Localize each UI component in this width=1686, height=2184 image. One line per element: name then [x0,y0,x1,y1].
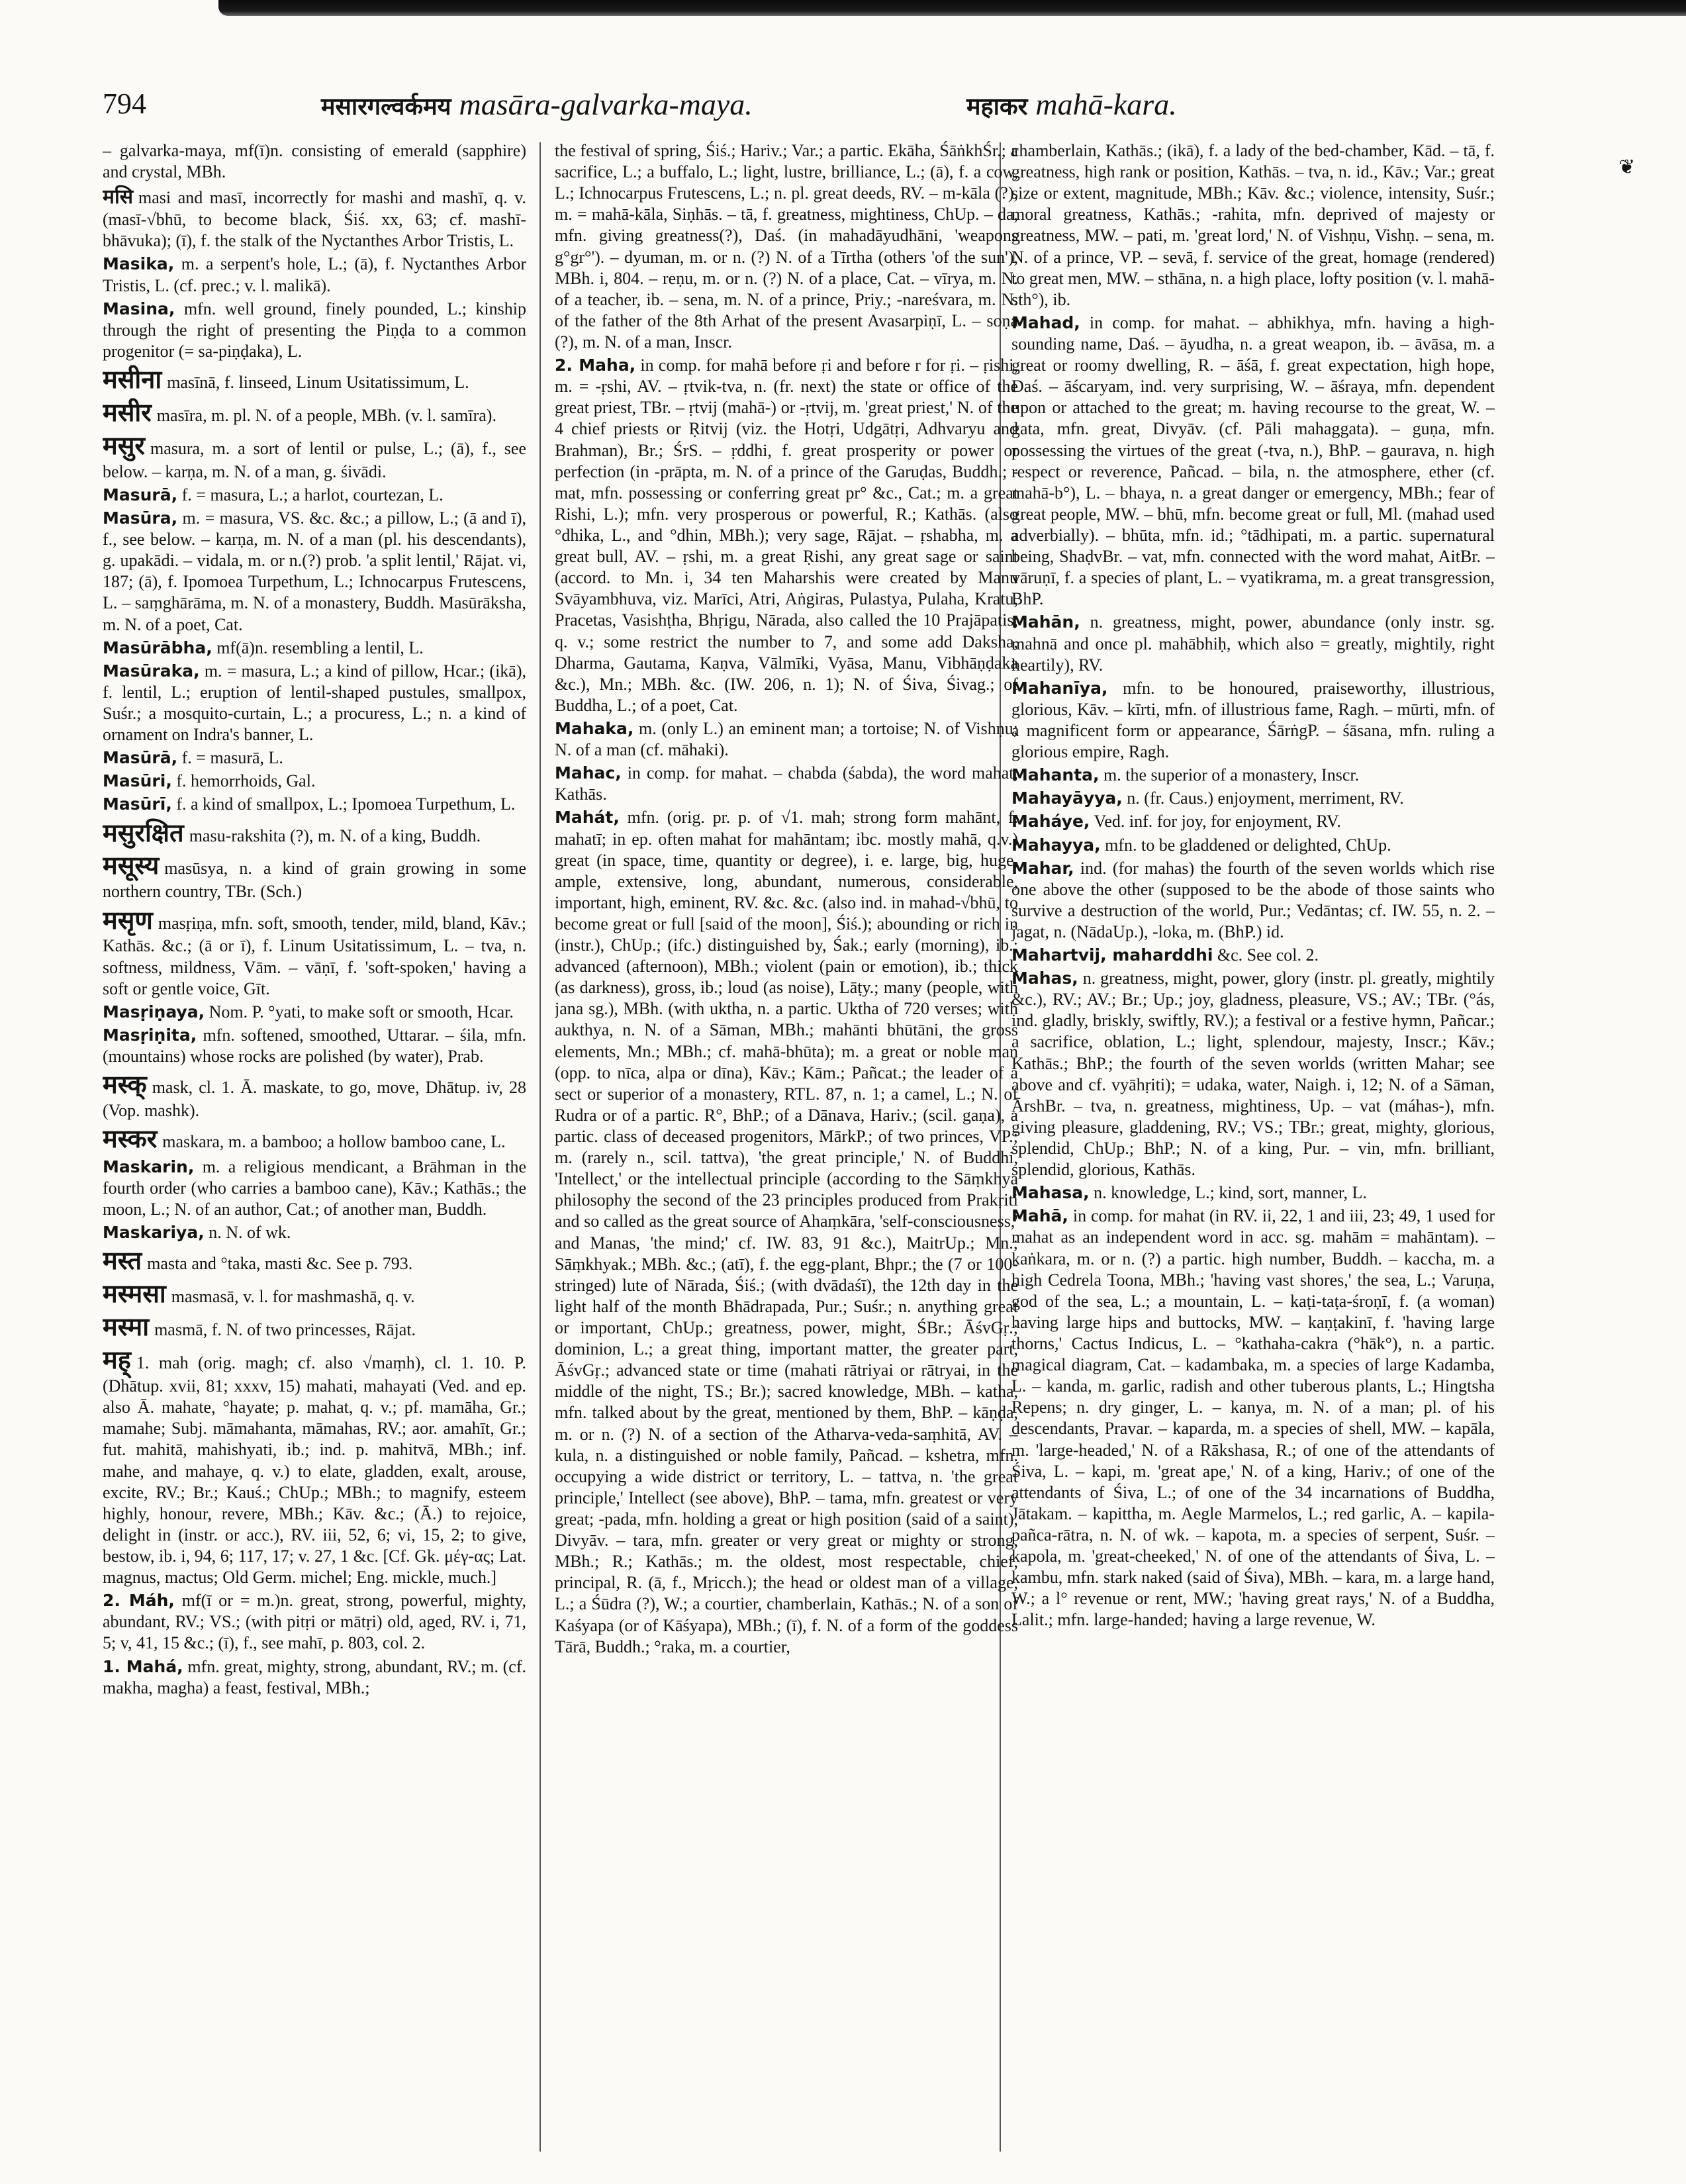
dictionary-entry [555,718,1018,761]
dictionary-entry [103,299,526,362]
right-running-head-roman: mahā-kara. [1035,87,1177,121]
dictionary-entry [1011,945,1495,966]
entry-text: masmā, f. N. of two princesses, Rājat. [154,1320,416,1340]
entry-text: mf(ī or = m.)n. great, strong, powerful, mighty, abundant, RV.; VS.; (with pitṛi or mātṛi) old, aged, RV. i, 71, 5; v, 41, 15 &c.; (ī), f., see mahī, p. 803, col. 2. [103,1591,526,1653]
entry-text: f. a kind of smallpox, L.; Ipomoea Turpethum, L. [176,794,516,814]
entry-devanagari: मस्क् [103,1070,147,1100]
dictionary-entry [555,140,1018,353]
entry-text: mfn. (orig. pr. p. of √1. mah; strong form mahānt, f. mahatī; in ep. often mahat for mahāntam; ibc. mostly mahā, q.v.) great (in space, time, quantity or degree), i. e. large, big, huge, ample, extensive, long, abundant, numerous, considerable, important, high, eminent, RV. &c. &c. (also ind. in mahad-√bhū, to become great or full [said of the moon], Śiś.); abounding or rich in (instr.), ChUp.; (ifc.) distinguished by, Śak.; early (morning), ib.; advanced (afternoon), MBh.; violent (pain or emotion), ib.; thick (as darkness), gross, ib.; loud (as noise), Lāṭy.; many (people, with jana sg.), MBh. (with uktha, n. a partic. Uktha of 720 verses; with aukthya, n. N. of a Sāman, MBh.; mahānti bhūtāni, the gross elements, Mn.; MBh.; cf. mahā-bhūta); m. a great or noble man (opp. to nīca, alpa or dīna), Kāv.; Kām.; Pañcat.; the leader of a sect or superior of a monastery, RTL. 87, n. 1; a camel, L.; N. of Rudra or of a partic. R°, BhP.; of a Dānava, Hariv.; (scil. gaṇa), a partic. class of deceased progenitors, MārkP.; of two princes, VP.; m. (rarely n., scil. tattva), 'the great principle,' N. of Buddhi, 'Intellect,' or the intellectual principle (according to the Sāṃkhya philosophy the second of the 23 principles produced from Prakṛiti and so called as the great source of Ahaṃkāra, 'self-consciousness,' and Manas, 'the mind;' cf. IW. 83, 91 &c.), MaitrUp.; Mn.; Sāṃkhyak.; MBh. &c.; (atī), f. the egg-plant, Bhpr.; the (7 or 100-stringed) lute of Nārada, Śiś.; (with dvādaśī), the 12th day in the light half of the month Bhādrapada, Pur.; Suśr.; n. anything great or important, ChUp.; greatness, power, might, ŚBr.; ĀśvGṛ.; dominion, L.; a great thing, important matter, the greater part, ĀśvGṛ.; advanced state or time (mahati rātriyai or rātryai, in the middle of the night, TS.; Br.); sacred knowledge, MBh. – katha, mfn. talked about by the great, mentioned by them, BhP. – kāṇḍa, m. or n. (?) N. of a section of the Atharva-veda-saṃhitā, AV. – kula, n. a distinguished or noble family, Pañcad. – kshetra, mfn. occupying a wide district or territory, L. – tattva, n. 'the great principle,' Intellect (see above), BhP. – tama, mfn. greatest or very great; -pada, mfn. holding a great or high position (said of a saint), Divyāv. – tara, mfn. greater or very great or mighty or strong, MBh.; R.; Kathās.; m. the oldest, most respectable, chief, principal, R. (ā, f., Mṛicch.); the head or oldest man of a village, L.; a Śūdra (?), W.; a courtier, chamberlain, Kathās.; N. of a son of Kaśyapa (or of Kāśyapa), MBh.; (ī), f. N. of a form of the goddess Tārā, Buddh.; °raka, m. a courtier, [555,808,1018,1656]
entry-headword: Mahaka, [555,718,634,738]
entry-headword: Mahac, [555,763,622,783]
entry-headword: 2. Máh, [103,1591,175,1611]
entry-devanagari: मह् [103,1345,131,1375]
entry-text: m. (only L.) an eminent man; a tortoise; N. of Vishṇu; N. of a man (cf. māhaki). [555,718,1018,760]
entry-text: mfn. well ground, finely pounded, L.; kinship through the right of presenting the Piṇḍa to a common progenitor (= sa-piṇḍaka), L. [103,299,526,361]
page-number: 794 [103,87,146,120]
dictionary-entry [103,508,526,636]
dictionary-entry [1011,1206,1495,1631]
left-running-head-roman: masāra-galvarka-maya. [459,87,753,121]
entry-text: chamberlain, Kathās.; (ikā), f. a lady of the bed-chamber, Kād. – tā, f. greatness, high rank or position, Kathās. – tva, n. id., Kāv.; Var.; great size or extent, magnitude, MBh.; Kāv. &c.; violence, intensity, Suśr.; moral greatness, Kathās.; -rahita, mfn. deprived of majesty or greatness, MW. – pati, m. 'great lord,' N. of Vishṇu, Vishṇ. – sena, m. N. of a prince, VP. – sevā, f. service of the great, homage (rendered) to great men, MW. – sthāna, n. a high place, lofty position (v. l. mahā-sth°), ib. [1011,141,1495,309]
dictionary-entry [103,794,526,815]
entry-text: f. = masurā, L. [181,748,283,768]
entry-text: mfn. to be gladdened or delighted, ChUp. [1105,835,1391,855]
entry-text: mfn. great, mighty, strong, abundant, RV.; m. (cf. makha, magha) a feast, festival, MBh.; [103,1656,526,1697]
entry-text: in comp. for mahat (in RV. ii, 22, 1 and iii, 23; 49, 1 used for mahat as an independent word in acc. sg. mahām = mahāntam). – kaṅkara, m. or n. (?) a partic. high number, Buddh. – kaccha, m. a high Cedrela Toona, MBh.; 'having vast shores,' the sea, L.; Varuṇa, god of the sea, L.; a mountain, L. – kaṭi-taṭa-śroṇī, f. (a woman) having large hips and buttocks, MW. – kaṇṭakinī, f. 'having large thorns,' Cactus Indicus, L. – °kathaha-cakra (°hāk°), n. a partic. magical diagram, Cat. – kadambaka, m. a species of large Kadamba, L. – kanda, m. garlic, radish and other tuberous plants, L.; Hingtsha Repens; n. dry ginger, L. – kanya, m. N. of a man; pl. of his descendants, Pravar. – kaparda, m. a species of shell, MW. – kapāla, m. 'large-headed,' N. of a Rākshasa, R.; of one of the attendants of Śiva, L. – kapi, m. 'great ape,' N. of a king, Hariv.; of one of the attendants of Śiva, L.; of one of the 34 incarnations of Buddha, Jātakam. – kapittha, m. Aegle Marmelos, L.; red garlic, A. – kapila-pañca-rātra, n. N. of wk. – kapota, m. a species of serpent, Suśr. – kapola, m. 'great-cheeked,' N. of one of the attendants of Śiva, L. – kambu, mfn. stark naked (said of Śiva), MBh. – kara, m. a large hand, W.; a l° revenue or rent, MW.; 'having great rays,' N. of a Buddha, Lalit.; mfn. large-handed; having a large revenue, W. [1011,1206,1495,1630]
entry-devanagari: मस्कर [103,1124,158,1154]
entry-headword: Mahasa, [1011,1183,1090,1203]
right-running-head-devanagari: महाकर [966,93,1028,120]
right-running-head [966,87,1177,122]
scan-shadow-bar [218,0,1686,16]
entry-headword: Mahát, [555,808,620,828]
dictionary-entry [103,661,526,745]
entry-text: masīnā, f. linseed, Linum Usitatissimum, L. [167,373,469,393]
dictionary-entry [555,355,1018,716]
entry-text: masi and masī, incorrectly for mashi and mashī, q. v. (masī-√bhū, to become black, Śiś. xx, 63; cf. mashī-bhāvuka); (ī), f. the stalk of the Nyctanthes Arbor Tristis, L. [103,188,526,251]
dictionary-entry [1011,835,1495,856]
dictionary-entry [1011,312,1495,610]
entry-devanagari: मसुरक्षित [103,818,184,847]
entry-text: masūsya, n. a kind of grain growing in some northern country, TBr. (Sch.) [103,859,526,902]
dictionary-entry [103,905,526,1000]
dictionary-entry [1011,678,1495,763]
dictionary-entry [103,1590,526,1654]
entry-headword: Mahān, [1011,612,1080,632]
entry-text: masta and °taka, masti &c. See p. 793. [147,1254,413,1274]
entry-devanagari: मसि [103,185,133,209]
dictionary-entry [103,771,526,792]
dictionary-entry [103,850,526,902]
entry-headword: Masūrā, [103,748,178,768]
entry-text: m. = masura, VS. &c. &c.; a pillow, L.; (ā and ī), f., see below. – karṇa, m. N. of a man (pl. his descendants), g. upakādi. – vidala, m. or n.(?) prob. 'a split lentil,' Rājat. vi, 187; (ā), f. Ipomoea Turpethum, L.; Ichnocarpus Frutescens, L. – saṃghārāma, m. N. of a monastery, Buddh. Masūrāksha, m. N. of a poet, Cat. [103,508,526,634]
entry-text: ind. (for mahas) the fourth of the seven worlds which rise one above the other (supposed to be the abode of those saints who survive a destruction of the world, Pur.; Vedāntas; cf. IW. 55, n. 2. – jagat, n. (NādaUp.), -loka, m. (BhP.) id. [1011,858,1495,941]
entry-text: masura, m. a sort of lentil or pulse, L.; (ā), f., see below. – karṇa, m. N. of a man, g. śivādi. [103,438,526,481]
entry-headword: Masūri, [103,771,172,791]
dictionary-entry [1011,788,1495,809]
dictionary-entry [103,1002,526,1023]
dictionary-entry [103,140,526,183]
dictionary-entry [103,1025,526,1067]
entry-devanagari: मसीर [103,397,152,427]
entry-text: in comp. for mahat. – abhikhya, mfn. having a high-sounding name, Daś. – āyudha, n. a great weapon, ib. – āvāsa, m. a great or roomy dwelling, R. – āśā, f. great expectation, high hope, Daś. – āścaryam, ind. very surprising, W. – āśraya, mfn. dependent upon or attached to the great; m. having recourse to the great, W. – gata, mfn. great, Divyāv. (cf. Pāli mahaggata). – guṇa, mfn. possessing the virtues of the great (-tva, n.), BhP. – gaurava, n. high respect or reverence, Pañcad. – bila, n. the atmosphere, ether (cf. mahā-b°), L. – bhaya, n. a great danger or emergency, MBh.; fear of great people, MW. – bhū, mfn. become great or full, Ml. (mahad used adverbially). – bhūta, mfn. id.; °tādhipati, m. a partic. supernatural being, ShaḍvBr. – vat, mfn. connected with the word mahat, AitBr. – vāruṇī, f. a species of plant, L. – vyatikrama, m. a great transgression, BhP. [1011,312,1495,609]
dictionary-entry [103,364,526,395]
entry-headword: 1. Mahá, [103,1656,183,1676]
entry-headword: Mahanīya, [1011,678,1108,698]
page-header [103,83,1592,142]
dictionary-entry [1011,765,1495,786]
entry-text: n. N. of wk. [209,1223,291,1243]
dictionary-column-1 [103,140,526,2153]
entry-headword: Masina, [103,299,175,318]
dictionary-column-3 [1011,140,1495,2153]
dictionary-entry [103,1069,526,1121]
entry-headword: Maskarin, [103,1157,195,1177]
entry-text: f. = masura, L.; a harlot, courtezan, L. [181,485,444,504]
entry-devanagari: मसुर [103,430,145,460]
entry-text: &c. See col. 2. [1217,945,1319,965]
entry-text: – galvarka-maya, mf(ī)n. consisting of emerald (sapphire) and crystal, MBh. [103,141,526,182]
entry-headword: Mahartvij, maharddhi [1011,945,1213,965]
entry-devanagari: मसृण [103,905,153,935]
entry-headword: Mahayya, [1011,835,1101,855]
dictionary-entry [103,185,526,252]
entry-headword: Maskariya, [103,1223,205,1243]
entry-text: n. (fr. Caus.) enjoyment, merriment, RV. [1127,788,1404,808]
margin-mark: ❦ [1618,156,1636,178]
entry-text: n. greatness, might, power, abundance (only instr. sg. mahnā and once pl. mahābhiḥ, which also = greatly, mightily, right heartily), RV. [1011,612,1495,675]
entry-headword: Mahayāyya, [1011,788,1123,808]
entry-devanagari: मसीना [103,365,162,395]
dictionary-entry [103,1278,526,1309]
entry-text: mf(ā)n. resembling a lentil, L. [216,638,424,657]
column-divider [539,142,541,2152]
entry-headword: Masūraka, [103,661,200,681]
entry-text: mfn. to be honoured, praiseworthy, illustrious, glorious, Kāv. – kīrti, mfn. of illustrious fame, Ragh. – mūrti, mfn. of a magnificent form or appearance, ŚārṅgP. – śāsana, mfn. ruling a glorious empire, Ragh. [1011,678,1495,762]
entry-headword: Mahad, [1011,312,1080,332]
entry-text: in comp. for mahā before ṛi and before r for ṛi. – ṛishi, m. = -ṛshi, AV. – ṛtvik-tva, n. (fr. next) the state or office of the great priest, TBr. – ṛtvij (mahā-) or -ṛtvij, m. 'great priest,' N. of the 4 chief priests or Ṛitvij (viz. the Hotṛi, Udgātṛi, Adhvaryu and Brahman), Br.; ŚrS. – ṛddhi, f. great prosperity or power or perfection (in -prāpta, m. N. of a prince of the Garuḍas, Buddh.; -mat, mfn. possessing or conferring great pr° &c., Cat.; m. a great Rishi, L.); mfn. very prosperous or powerful, R.; Kathās. (also °dhika, L., and °dhin, MBh.); very sage, Rājat. – ṛshabha, m. a great bull, AV. – ṛshi, m. a great Ṛishi, any great sage or saint (accord. to Mn. i, 34 ten Maharshis were created by Manu Svāyambhuva, viz. Marīci, Atri, Aṅgiras, Pulastya, Pulaha, Kratu, Pracetas, Vasishṭha, Bhṛigu, Nārada, also called the 10 Prajāpatis, q. v.; some restrict the number to 7, and some add Daksha, Dharma, Gautama, Kaṇva, Vālmīki, Vyāsa, Manu, Vibhāṇḍaka &c.), Mn.; MBh. &c. (IW. 206, n. 1); N. of Śiva, Śivag.; of Buddha, L.; of a poet, Cat. [555,356,1018,715]
dictionary-entry [1011,858,1495,943]
entry-text: m. a religious mendicant, a Brāhman in the fourth order (who carries a bamboo cane), Kāv.; Kathās.; the moon, L.; N. of an author, Cat.; of another man, Buddh. [103,1157,526,1219]
entry-text: masu-rakshita (?), m. N. of a king, Buddh. [189,826,481,845]
entry-headword: Masṛiṇita, [103,1025,197,1045]
entry-headword: Mahanta, [1011,765,1100,785]
entry-headword: Masūra, [103,508,178,528]
dictionary-column-2 [555,140,1018,2153]
entry-headword: Mahā, [1011,1206,1068,1226]
dictionary-entry [1011,968,1495,1180]
dictionary-entry [555,807,1018,1657]
entry-text: maskara, m. a bamboo; a hollow bamboo cane, L. [162,1132,506,1152]
dictionary-entry [103,1123,526,1155]
entry-headword: Masūrābha, [103,638,212,657]
entry-text: masīra, m. pl. N. of a people, MBh. (v. l. samīra). [156,405,496,425]
entry-text: f. hemorrhoids, Gal. [176,771,316,791]
entry-text: Ved. inf. for joy, for enjoyment, RV. [1094,812,1341,831]
entry-headword: Masika, [103,254,175,274]
dictionary-entry [103,397,526,428]
entry-text: n. knowledge, L.; kind, sort, manner, L. [1094,1183,1367,1203]
dictionary-entry [103,818,526,849]
entry-text: in comp. for mahat. – chabda (śabda), the word mahat, Kathās. [555,763,1018,804]
entry-text: mask, cl. 1. Ā. maskate, to go, move, Dhātup. iv, 28 (Vop. mashk). [103,1078,526,1120]
entry-devanagari: मस्मसा [103,1279,166,1309]
dictionary-entry [103,1245,526,1276]
entry-headword: 2. Maha, [555,356,636,375]
dictionary-entry [1011,612,1495,675]
entry-text: m. the superior of a monastery, Inscr. [1103,765,1360,785]
entry-headword: Masṛiṇaya, [103,1002,205,1021]
entry-text: masṛiṇa, mfn. soft, smooth, tender, mild, bland, Kāv.; Kathās. &c.; (ā or ī), f. Linum Usitatissimum, L. – tva, n. softness, mildness, Vām. – vāṇī, f. 'soft-spoken,' having a soft or gentle voice, Gīt. [103,913,526,998]
dictionary-entry [103,1157,526,1220]
entry-text: m. a serpent's hole, L.; (ā), f. Nyctanthes Arbor Tristis, L. (cf. prec.; v. l. malikā). [103,254,526,295]
dictionary-entry [555,763,1018,805]
dictionary-entry [103,1345,526,1588]
entry-headword: Maháye, [1011,812,1090,831]
dictionary-entry [1011,140,1495,310]
entry-text: mfn. softened, smoothed, Uttarar. – śila, mfn. (mountains) whose rocks are polished (by water), Prab. [103,1025,526,1066]
dictionary-entry [103,1656,526,1699]
dictionary-entry [103,254,526,296]
entry-headword: Mahas, [1011,969,1078,988]
dictionary-entry [1011,811,1495,832]
entry-text: 1. mah (orig. magh; cf. also √maṃh), cl. 1. 10. P. (Dhātup. xvii, 81; xxxv, 15) mahati, mahayati (Ved. and ep. also Ā. mahate, °hayate; p. mahat, q. v.; pf. mamāha, Gr.; mamahe; Subj. māmahanta, māmahas, RV.; aor. amahīt, Gr.; fut. mahitā, mahishyati, ib.; ind. p. mahitvā, MBh.; inf. mahe, and mahaye, q. v.) to elate, gladden, exalt, arouse, excite, RV.; Br.; Kauś.; ChUp.; MBh.; to magnify, esteem highly, honour, revere, MBh.; Kāv. &c.; (Ā.) to rejoice, delight in (instr. or acc.), RV. iii, 52, 6; vi, 15, 2; to give, bestow, ib. i, 94, 6; 117, 17; v. 27, 1 &c. [Cf. Gk. μέγ-ας; Lat. magnus, mactus; Old Germ. michel; Eng. mickle, much.] [103,1353,526,1588]
entry-devanagari: मस्मा [103,1312,150,1342]
entry-devanagari: मसूस्य [103,851,160,880]
entry-headword: Masūrī, [103,794,172,814]
left-running-head-devanagari: मसारगल्वर्कमय [321,93,451,120]
dictionary-entry [103,485,526,506]
entry-text: m. = masura, L.; a kind of pillow, Hcar.; (ikā), f. lentil, L.; eruption of lentil-shaped pustules, smallpox, Suśr.; a mosquito-curtain, L.; a procuress, L.; n. a kind of ornament on Indra's banner, L. [103,661,526,745]
dictionary-entry [103,747,526,769]
left-running-head [321,87,753,122]
dictionary-entry [103,430,526,483]
dictionary-entry [103,1222,526,1243]
dictionary-entry [1011,1182,1495,1204]
entry-text: Nom. P. °yati, to make soft or smooth, Hcar. [209,1002,514,1021]
dictionary-entry [103,638,526,659]
entry-text: masmasā, v. l. for mashmashā, q. v. [171,1287,415,1307]
entry-devanagari: मस्त [103,1246,142,1276]
dictionary-entry [103,1311,526,1343]
entry-headword: Masurā, [103,485,178,504]
entry-text: n. greatness, might, power, glory (instr. pl. greatly, mightily &c.), RV.; AV.; Br.; Up.; joy, gladness, pleasure, VS.; AV.; TBr. (°ás, ind. gladly, briskly, swiftly, RV.); a festival or a festive hymn, Pañcar.; a sacrifice, oblation, L.; light, splendour, majesty, Inscr.; Kāv.; Kathās.; BhP.; the fourth of the seven worlds (written Mahar; see above and cf. vyāhṛiti); = udaka, water, Naigh. i, 12; N. of a Sāman, ĀrshBr. – tva, n. greatness, mightiness, Up. – vat (máhas-), mfn. giving pleasure, gladdening, RV.; VS.; TBr.; great, mighty, glorious, splendid, ChUp.; BhP.; N. of a king, Pur. – vin, mfn. brilliant, splendid, glorious, Kathās. [1011,969,1495,1180]
entry-headword: Mahar, [1011,858,1074,878]
entry-text: the festival of spring, Śiś.; Hariv.; Var.; a partic. Ekāha, ŚāṅkhŚr.; a sacrifice, L.; a buffalo, L.; light, lustre, brilliance, L.; (ā), f. a cow, L.; Ichnocarpus Frutescens, L.; n. pl. great deeds, RV. – m-kāla (?), m. = mahā-kāla, Siṇhās. – tā, f. greatness, mightiness, ChUp. – da, mfn. giving greatness(?), Daś. (in mahadāyudhāni, 'weapons g°gr°'). – dyuman, m. or n. (?) N. of a Tīrtha (others 'of the sun'), MBh. i, 804. – reṇu, m. or n. (?) N. of a place, Cat. – vīrya, m. N. of a teacher, ib. – sena, m. N. of a prince, Priy.; -nareśvara, m. N. of the father of the 8th Arhat of the present Avasarpiṇī, L. – soṇa (?), m. N. of a man, Inscr. [555,141,1018,352]
